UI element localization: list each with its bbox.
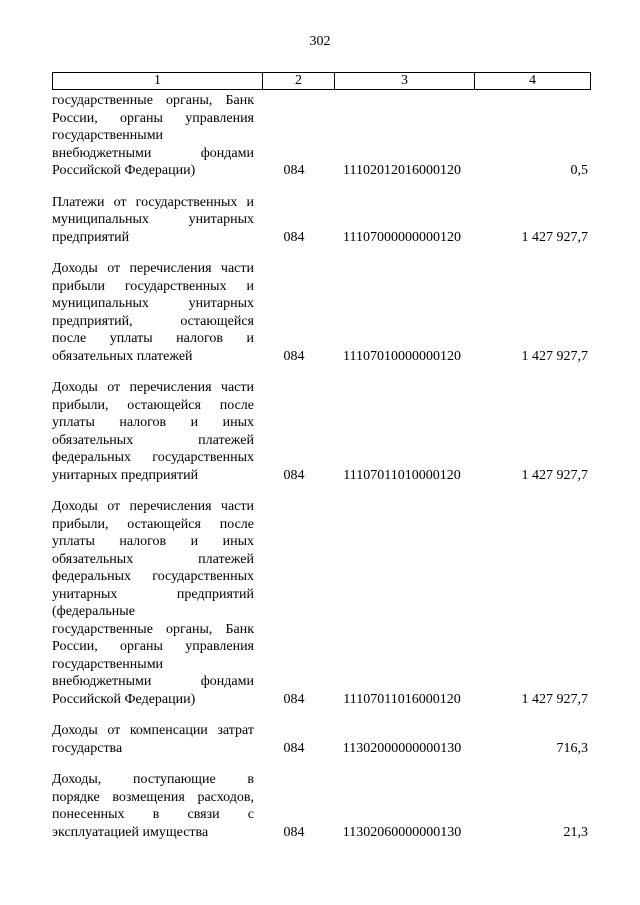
row-description — [52, 771, 254, 841]
description-line: предприятий, остающейся — [52, 313, 254, 329]
description-line: унитарных предприятий — [52, 467, 199, 483]
row-classification-code: 11302000000000130 — [342, 740, 462, 756]
description-line: обязательных платежей — [52, 551, 254, 567]
table-body — [52, 92, 590, 855]
description-line: порядке возмещения расходов, — [52, 789, 254, 805]
row-classification-code: 11107011016000120 — [343, 691, 461, 707]
description-line: муниципальных унитарных — [52, 212, 254, 227]
description-line: государственные органы, Банк — [52, 93, 254, 108]
row-description — [52, 194, 254, 247]
description-line: предприятий — [52, 229, 130, 245]
row-amount: 21,3 — [563, 824, 588, 840]
description-line: уплаты налогов и иных — [52, 415, 254, 430]
description-line: после уплаты налогов и — [52, 331, 254, 346]
description-line: России, органы управления — [52, 110, 254, 126]
description-line: понесенных в связи с — [52, 807, 254, 822]
description-line: России, органы управления — [52, 639, 254, 654]
description-line: государственные органы, Банк — [52, 621, 254, 637]
description-line: обязательных платежей — [52, 348, 193, 364]
row-amount: 0,5 — [570, 163, 588, 178]
description-line: Платежи от государственных и — [52, 194, 254, 210]
description-line: государственными — [52, 128, 164, 143]
header-col-3: 3 — [335, 73, 475, 90]
header-col-4: 4 — [475, 73, 591, 90]
description-line: унитарных предприятий — [52, 586, 254, 602]
row-amount: 716,3 — [556, 740, 588, 756]
row-admin-code: 084 — [283, 348, 305, 364]
row-admin-code: 084 — [283, 824, 305, 840]
description-line: федеральных государственных — [52, 569, 254, 584]
description-line: прибыли, остающейся после — [52, 397, 254, 413]
page-number: 302 — [309, 34, 331, 49]
header-col-2: 2 — [263, 73, 335, 90]
description-line: федеральных государственных — [52, 450, 254, 465]
header-col-1: 1 — [53, 73, 263, 90]
description-line: внебюджетными фондами — [52, 674, 254, 689]
description-line: эксплуатацией имущества — [52, 824, 209, 840]
row-description — [52, 92, 254, 180]
table-row — [52, 379, 590, 484]
description-line: Доходы, поступающие в — [52, 772, 254, 787]
description-line: Доходы от перечисления части — [52, 499, 254, 514]
table-header — [52, 72, 591, 90]
row-classification-code: 11107000000000120 — [343, 229, 461, 245]
row-description — [52, 498, 254, 708]
row-amount: 1 427 927,7 — [521, 467, 588, 483]
description-line: (федеральные — [52, 604, 135, 619]
description-line: прибыли государственных и — [52, 278, 254, 294]
row-amount: 1 427 927,7 — [521, 229, 588, 245]
row-admin-code: 084 — [283, 691, 305, 707]
description-line: государства — [52, 740, 123, 756]
table-row — [52, 92, 590, 180]
table-row — [52, 498, 590, 708]
row-classification-code: 11302060000000130 — [342, 824, 462, 840]
description-line: Доходы от компенсации затрат — [52, 723, 254, 738]
row-description — [52, 260, 254, 365]
description-line: уплаты налогов и иных — [52, 534, 254, 549]
description-line: прибыли, остающейся после — [52, 516, 254, 532]
table-row — [52, 722, 590, 757]
row-classification-code: 11102012016000120 — [343, 163, 461, 178]
description-line: Доходы от перечисления части — [52, 261, 254, 276]
description-line: обязательных платежей — [52, 432, 254, 448]
description-line: Доходы от перечисления части — [52, 380, 254, 395]
row-description — [52, 379, 254, 484]
row-admin-code: 084 — [283, 740, 305, 756]
description-line: Российской Федерации) — [52, 163, 196, 178]
row-admin-code: 084 — [283, 229, 305, 245]
row-admin-code: 084 — [283, 467, 305, 483]
description-line: государственными — [52, 656, 164, 672]
description-line: муниципальных унитарных — [52, 296, 254, 311]
row-description — [52, 722, 254, 757]
row-amount: 1 427 927,7 — [521, 691, 588, 707]
table-row — [52, 260, 590, 365]
row-classification-code: 11107011010000120 — [343, 467, 461, 483]
row-amount: 1 427 927,7 — [521, 348, 588, 364]
row-admin-code: 084 — [283, 163, 305, 178]
row-classification-code: 11107010000000120 — [343, 348, 461, 364]
table-row — [52, 194, 590, 247]
table-row — [52, 771, 590, 841]
description-line: внебюджетными фондами — [52, 145, 254, 161]
description-line: Российской Федерации) — [52, 691, 196, 707]
